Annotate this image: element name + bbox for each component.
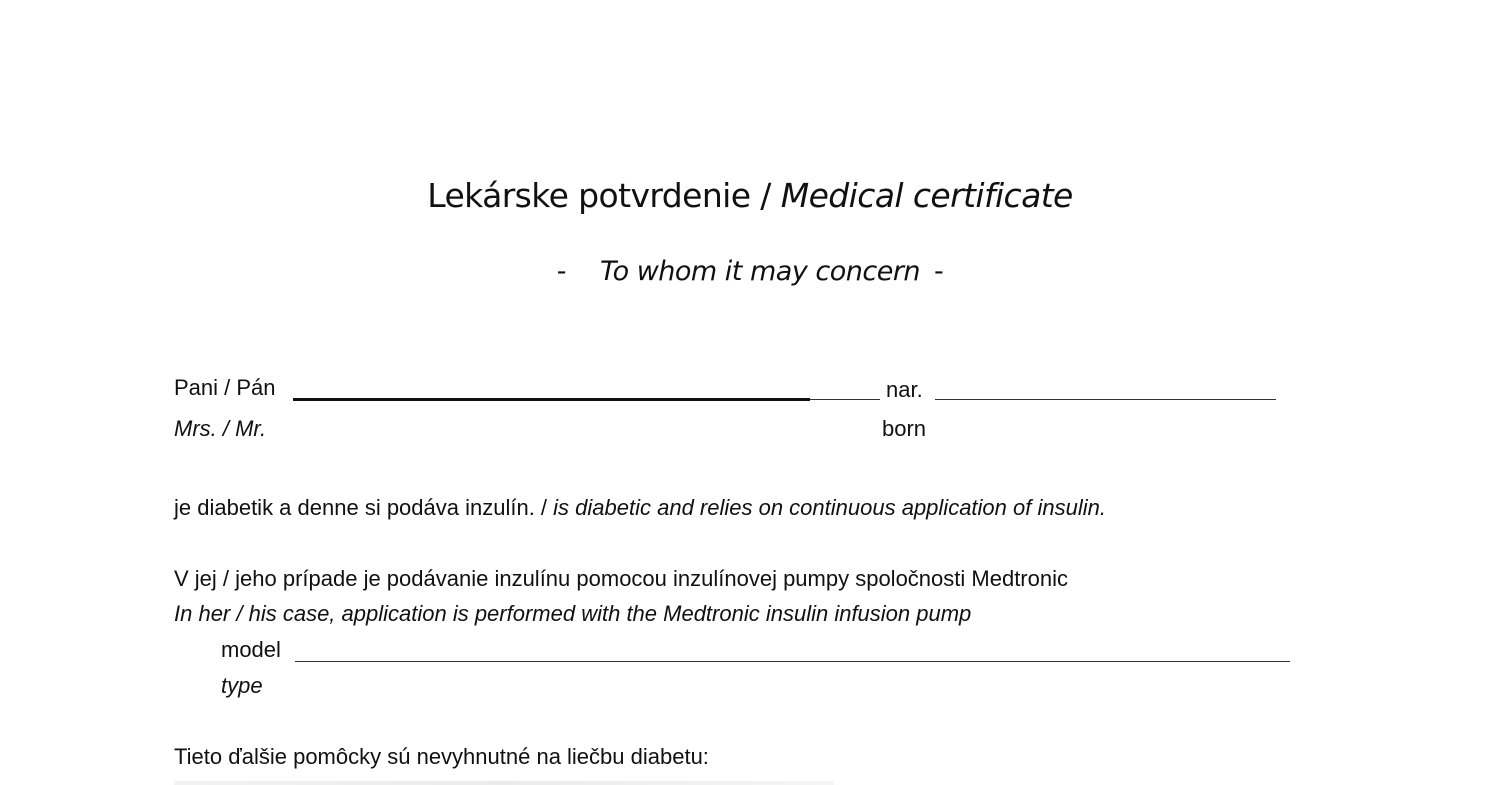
born-label-en: born (882, 416, 927, 441)
subtitle-text: To whom it may concern (599, 256, 921, 287)
subtitle-dash-left: - (556, 256, 566, 287)
birth-date-underline (935, 399, 1276, 400)
patient-name-underline (293, 398, 810, 401)
document-subtitle (0, 256, 1500, 287)
patient-name-field[interactable] (296, 372, 810, 398)
patient-name-underline-extension (810, 399, 880, 400)
name-label-sk: Pani / Pán (174, 375, 276, 400)
diabetic-statement (174, 495, 1106, 521)
pump-model-underline (295, 661, 1290, 662)
document-title (0, 176, 1500, 215)
pump-statement-sk: V jej / jeho prípade je podávanie inzulínu pomocou inzulínovej pumpy spoločnosti Medtronic (174, 566, 1068, 591)
cut-off-next-line (174, 781, 834, 785)
supplies-heading: Tieto ďalšie pomôcky sú nevyhnutné na liečbu diabetu: (174, 744, 709, 769)
name-label-en: Mrs. / Mr. (174, 416, 267, 441)
model-label-sk: model (221, 637, 281, 662)
title-english: Medical certificate (780, 176, 1073, 215)
pump-statement-en: In her / his case, application is performed with the Medtronic insulin infusion pump (174, 601, 972, 626)
subtitle-dash-right: - (934, 256, 944, 287)
diabetic-statement-en: is diabetic and relies on continuous application of insulin. (553, 495, 1106, 520)
diabetic-statement-sk: je diabetik a denne si podáva inzulín. / (174, 495, 554, 520)
title-slovak: Lekárske potvrdenie / (427, 176, 781, 215)
pump-model-field[interactable] (298, 634, 1290, 660)
birth-date-field[interactable] (938, 372, 1276, 398)
model-label-en: type (221, 673, 263, 698)
born-label-sk: nar. (886, 377, 923, 402)
